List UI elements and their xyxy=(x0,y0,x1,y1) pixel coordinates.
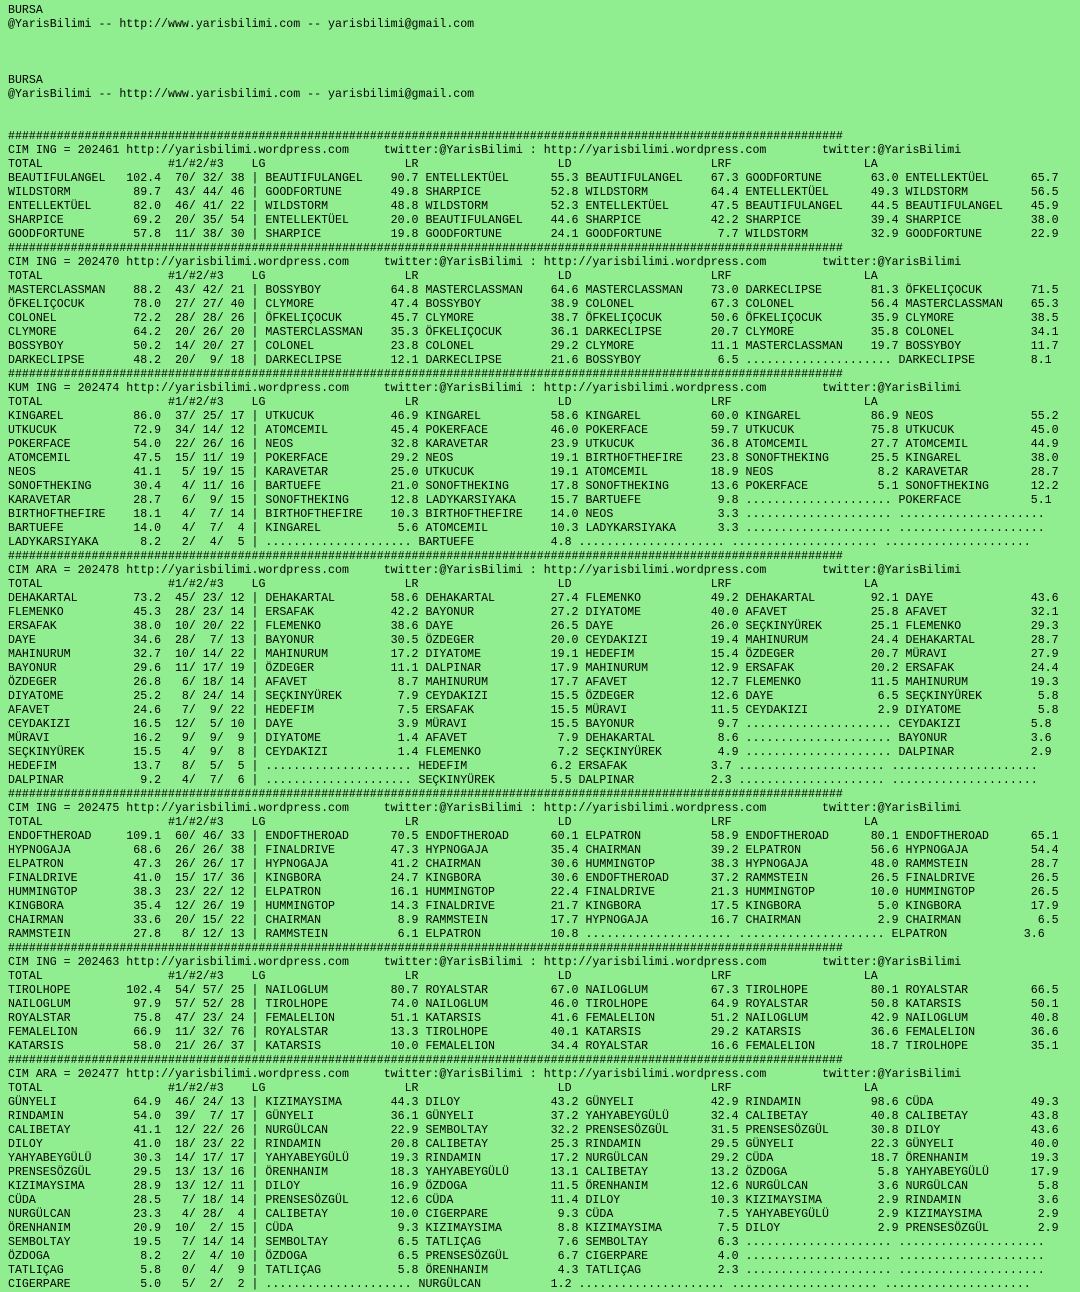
table-row: ÖZDOGA 8.2 2/ 4/ 10 | ÖZDOGA 6.5 PRENSESÖZGÜL 6.7 CIGERPARE 4.0 ..................... ..................... xyxy=(8,1250,1045,1263)
table-row: KINGAREL 86.0 37/ 25/ 17 | UTKUCUK 46.9 KINGAREL 58.6 KINGAREL 60.0 KINGAREL 86.9 NEOS 55.2 xyxy=(8,410,1059,423)
blank-line xyxy=(8,32,1080,46)
table-row: PRENSESÖZGÜL 29.5 13/ 13/ 16 | ÖRENHANIM 18.3 YAHYABEYGÜLÜ 13.1 CALIBETAY 13.2 ÖZDOGA 5.8 YAHYABEYGÜLÜ 17.9 xyxy=(8,1166,1059,1179)
table-row: BARTUEFE 14.0 4/ 7/ 4 | KINGAREL 5.6 ATOMCEMIL 10.3 LADYKARSIYAKA 3.3 ..................... ..................... xyxy=(8,522,1045,535)
table-row: CÜDA 28.5 7/ 18/ 14 | PRENSESÖZGÜL 12.6 CÜDA 11.4 DILOY 10.3 KIZIMAYSIMA 2.9 RINDAMIN 3.6 xyxy=(8,1194,1059,1207)
column-header: TOTAL #1/#2/#3 LG LR LD LRF LA xyxy=(8,396,878,409)
table-row: FEMALELION 66.9 11/ 32/ 76 | ROYALSTAR 13.3 TIROLHOPE 40.1 KATARSIS 29.2 KATARSIS 36.6 FEMALELION 36.6 xyxy=(8,1026,1059,1039)
table-row: ELPATRON 47.3 26/ 26/ 17 | HYPNOGAJA 41.2 CHAIRMAN 30.6 HUMMINGTOP 38.3 HYPNOGAJA 48.0 RAMMSTEIN 28.7 xyxy=(8,858,1059,871)
table-row: ROYALSTAR 75.8 47/ 23/ 24 | FEMALELION 51.1 KATARSIS 41.6 FEMALELION 51.2 NAILOGLUM 42.9 NAILOGLUM 40.8 xyxy=(8,1012,1059,1025)
section-separator: ######################################################################################################################## xyxy=(8,788,843,801)
table-row: CHAIRMAN 33.6 20/ 15/ 22 | CHAIRMAN 8.9 RAMMSTEIN 17.7 HYPNOGAJA 16.7 CHAIRMAN 2.9 CHAIRMAN 6.5 xyxy=(8,914,1059,927)
table-row: FLEMENKO 45.3 28/ 23/ 14 | ERSAFAK 42.2 BAYONUR 27.2 DIYATOME 40.0 AFAVET 25.8 AFAVET 32.1 xyxy=(8,606,1059,619)
race-header: CIM ING = 202475 http://yarisbilimi.wordpress.com twitter:@YarisBilimi : http://yarisbilimi.wordpress.com twitter:@YarisBilimi xyxy=(8,802,962,815)
table-row: ATOMCEMIL 47.5 15/ 11/ 19 | POKERFACE 29.2 NEOS 19.1 BIRTHOFTHEFIRE 23.8 SONOFTHEKING 25.5 KINGAREL 38.0 xyxy=(8,452,1059,465)
text-line: BURSA xyxy=(8,74,43,87)
table-row: ÖRENHANIM 20.9 10/ 2/ 15 | CÜDA 9.3 KIZIMAYSIMA 8.8 KIZIMAYSIMA 7.5 DILOY 2.9 PRENSESÖZGÜL 2.9 xyxy=(8,1222,1059,1235)
section-separator: ######################################################################################################################## xyxy=(8,1054,843,1067)
table-row: KATARSIS 58.0 21/ 26/ 37 | KATARSIS 10.0 FEMALELION 34.4 ROYALSTAR 16.6 FEMALELION 18.7 TIROLHOPE 35.1 xyxy=(8,1040,1059,1053)
table-row: GOODFORTUNE 57.8 11/ 38/ 30 | SHARPICE 19.8 GOODFORTUNE 24.1 GOODFORTUNE 7.7 WILDSTORM 32.9 GOODFORTUNE 22.9 xyxy=(8,228,1059,241)
table-row: MAHINURUM 32.7 10/ 14/ 22 | MAHINURUM 17.2 DIYATOME 19.1 HEDEFIM 15.4 ÖZDEGER 20.7 MÜRAVI 27.9 xyxy=(8,648,1059,661)
table-row: CALIBETAY 41.1 12/ 22/ 26 | NURGÜLCAN 22.9 SEMBOLTAY 32.2 PRENSESÖZGÜL 31.5 PRENSESÖZGÜL 30.8 DILOY 43.6 xyxy=(8,1124,1059,1137)
table-row: MASTERCLASSMAN 88.2 43/ 42/ 21 | BOSSYBOY 64.8 MASTERCLASSMAN 64.6 MASTERCLASSMAN 73.0 DARKECLIPSE 81.3 ÖFKELIÇOCUK 71.5 xyxy=(8,284,1059,297)
table-row: NEOS 41.1 5/ 19/ 15 | KARAVETAR 25.0 UTKUCUK 19.1 ATOMCEMIL 18.9 NEOS 8.2 KARAVETAR 28.7 xyxy=(8,466,1059,479)
table-row: BAYONUR 29.6 11/ 17/ 19 | ÖZDEGER 11.1 DALPINAR 17.9 MAHINURUM 12.9 ERSAFAK 20.2 ERSAFAK 24.4 xyxy=(8,662,1059,675)
table-row: RAMMSTEIN 27.8 8/ 12/ 13 | RAMMSTEIN 6.1 ELPATRON 10.8 ..................... ..................... ELPATRON 3.6 xyxy=(8,928,1045,941)
table-row: AFAVET 24.6 7/ 9/ 22 | HEDEFIM 7.5 ERSAFAK 15.5 MÜRAVI 11.5 CEYDAKIZI 2.9 DIYATOME 5.8 xyxy=(8,704,1059,717)
text-line: BURSA xyxy=(8,4,43,17)
table-row: DEHAKARTAL 73.2 45/ 23/ 12 | DEHAKARTAL 58.6 DEHAKARTAL 27.4 FLEMENKO 49.2 DEHAKARTAL 92.1 DAYE 43.6 xyxy=(8,592,1059,605)
column-header: TOTAL #1/#2/#3 LG LR LD LRF LA xyxy=(8,970,878,983)
table-row: KINGBORA 35.4 12/ 26/ 19 | HUMMINGTOP 14.3 FINALDRIVE 21.7 KINGBORA 17.5 KINGBORA 5.0 KINGBORA 17.9 xyxy=(8,900,1059,913)
column-header: TOTAL #1/#2/#3 LG LR LD LRF LA xyxy=(8,1082,878,1095)
table-row: MÜRAVI 16.2 9/ 9/ 9 | DIYATOME 1.4 AFAVET 7.9 DEHAKARTAL 8.6 ..................... BAYONUR 3.6 xyxy=(8,732,1052,745)
table-row: ERSAFAK 38.0 10/ 20/ 22 | FLEMENKO 38.6 DAYE 26.5 DAYE 26.0 SEÇKINYÜREK 25.1 FLEMENKO 29.3 xyxy=(8,620,1059,633)
table-row: BIRTHOFTHEFIRE 18.1 4/ 7/ 14 | BIRTHOFTHEFIRE 10.3 BIRTHOFTHEFIRE 14.0 NEOS 3.3 ..................... ..................... xyxy=(8,508,1045,521)
table-row: DALPINAR 9.2 4/ 7/ 6 | ..................... SEÇKINYÜREK 5.5 DALPINAR 2.3 ..................... ..................... xyxy=(8,774,1038,787)
column-header: TOTAL #1/#2/#3 LG LR LD LRF LA xyxy=(8,816,878,829)
table-row: TIROLHOPE 102.4 54/ 57/ 25 | NAILOGLUM 80.7 ROYALSTAR 67.0 NAILOGLUM 67.3 TIROLHOPE 80.1 ROYALSTAR 66.5 xyxy=(8,984,1059,997)
table-row: NURGÜLCAN 23.3 4/ 28/ 4 | CALIBETAY 10.0 CIGERPARE 9.3 CÜDA 7.5 YAHYABEYGÜLÜ 2.9 KIZIMAYSIMA 2.9 xyxy=(8,1208,1059,1221)
section-separator: ######################################################################################################################## xyxy=(8,368,843,381)
race-header: CIM ING = 202470 http://yarisbilimi.wordpress.com twitter:@YarisBilimi : http://yarisbilimi.wordpress.com twitter:@YarisBilimi xyxy=(8,256,962,269)
blank-line xyxy=(8,116,1080,130)
text-line: @YarisBilimi -- http://www.yarisbilimi.com -- yarisbilimi@gmail.com xyxy=(8,88,475,101)
table-row: SEÇKINYÜREK 15.5 4/ 9/ 8 | CEYDAKIZI 1.4 FLEMENKO 7.2 SEÇKINYÜREK 4.9 ..................... DALPINAR 2.9 xyxy=(8,746,1052,759)
table-row: ÖZDEGER 26.8 6/ 18/ 14 | AFAVET 8.7 MAHINURUM 17.7 AFAVET 12.7 FLEMENKO 11.5 MAHINURUM 19.3 xyxy=(8,676,1059,689)
table-row: SONOFTHEKING 30.4 4/ 11/ 16 | BARTUEFE 21.0 SONOFTHEKING 17.8 SONOFTHEKING 13.6 POKERFACE 5.1 SONOFTHEKING 12.2 xyxy=(8,480,1059,493)
table-row: TATLIÇAG 5.8 0/ 4/ 9 | TATLIÇAG 5.8 ÖRENHANIM 4.3 TATLIÇAG 2.3 ..................... ..................... xyxy=(8,1264,1045,1277)
table-row: SHARPICE 69.2 20/ 35/ 54 | ENTELLEKTÜEL 20.0 BEAUTIFULANGEL 44.6 SHARPICE 42.2 SHARPICE 39.4 SHARPICE 38.0 xyxy=(8,214,1059,227)
table-row: BEAUTIFULANGEL 102.4 70/ 32/ 38 | BEAUTIFULANGEL 90.7 ENTELLEKTÜEL 55.3 BEAUTIFULANGEL 67.3 GOODFORTUNE 63.0 ENTELLEKTÜEL 65.7 xyxy=(8,172,1059,185)
table-row: CLYMORE 64.2 20/ 26/ 20 | MASTERCLASSMAN 35.3 ÖFKELIÇOCUK 36.1 DARKECLIPSE 20.7 CLYMORE 35.8 COLONEL 34.1 xyxy=(8,326,1059,339)
table-row: COLONEL 72.2 28/ 28/ 26 | ÖFKELIÇOCUK 45.7 CLYMORE 38.7 ÖFKELIÇOCUK 50.6 ÖFKELIÇOCUK 35.9 CLYMORE 38.5 xyxy=(8,312,1059,325)
table-row: HEDEFIM 13.7 8/ 5/ 5 | ..................... HEDEFIM 6.2 ERSAFAK 3.7 ..................... ..................... xyxy=(8,760,1038,773)
table-row: ÖFKELIÇOCUK 78.0 27/ 27/ 40 | CLYMORE 47.4 BOSSYBOY 38.9 COLONEL 67.3 COLONEL 56.4 MASTERCLASSMAN 65.3 xyxy=(8,298,1059,311)
race-header: CIM ARA = 202478 http://yarisbilimi.wordpress.com twitter:@YarisBilimi : http://yarisbilimi.wordpress.com twitter:@YarisBilimi xyxy=(8,564,962,577)
table-row: CIGERPARE 5.0 5/ 2/ 2 | ..................... NURGÜLCAN 1.2 ..................... ..................... ..................... xyxy=(8,1278,1031,1291)
table-row: ENDOFTHEROAD 109.1 60/ 46/ 33 | ENDOFTHEROAD 70.5 ENDOFTHEROAD 60.1 ELPATRON 58.9 ENDOFTHEROAD 80.1 ENDOFTHEROAD 65.1 xyxy=(8,830,1059,843)
table-row: CEYDAKIZI 16.5 12/ 5/ 10 | DAYE 3.9 MÜRAVI 15.5 BAYONUR 9.7 ..................... CEYDAKIZI 5.8 xyxy=(8,718,1052,731)
section-separator: ######################################################################################################################## xyxy=(8,242,843,255)
column-header: TOTAL #1/#2/#3 LG LR LD LRF LA xyxy=(8,270,878,283)
table-row: LADYKARSIYAKA 8.2 2/ 4/ 5 | ..................... BARTUEFE 4.8 ..................... ..................... ..................... xyxy=(8,536,1031,549)
table-row: BOSSYBOY 50.2 14/ 20/ 27 | COLONEL 23.8 COLONEL 29.2 CLYMORE 11.1 MASTERCLASSMAN 19.7 BOSSYBOY 11.7 xyxy=(8,340,1059,353)
table-row: FINALDRIVE 41.0 15/ 17/ 36 | KINGBORA 24.7 KINGBORA 30.6 ENDOFTHEROAD 37.2 RAMMSTEIN 26.5 FINALDRIVE 26.5 xyxy=(8,872,1059,885)
section-separator: ######################################################################################################################## xyxy=(8,550,843,563)
table-row: DAYE 34.6 28/ 7/ 13 | BAYONUR 30.5 ÖZDEGER 20.0 CEYDAKIZI 19.4 MAHINURUM 24.4 DEHAKARTAL 28.7 xyxy=(8,634,1059,647)
race-header: CIM ING = 202461 http://yarisbilimi.wordpress.com twitter:@YarisBilimi : http://yarisbilimi.wordpress.com twitter:@YarisBilimi xyxy=(8,144,962,157)
table-row: DILOY 41.0 18/ 23/ 22 | RINDAMIN 20.8 CALIBETAY 25.3 RINDAMIN 29.5 GÜNYELI 22.3 GÜNYELI 40.0 xyxy=(8,1138,1059,1151)
blank-line xyxy=(8,46,1080,60)
table-row: DARKECLIPSE 48.2 20/ 9/ 18 | DARKECLIPSE 12.1 DARKECLIPSE 21.6 BOSSYBOY 6.5 ..................... DARKECLIPSE 8.1 xyxy=(8,354,1052,367)
column-header: TOTAL #1/#2/#3 LG LR LD LRF LA xyxy=(8,578,878,591)
race-header: CIM ING = 202463 http://yarisbilimi.wordpress.com twitter:@YarisBilimi : http://yarisbilimi.wordpress.com twitter:@YarisBilimi xyxy=(8,956,962,969)
table-row: YAHYABEYGÜLÜ 30.3 14/ 17/ 17 | YAHYABEYGÜLÜ 19.3 RINDAMIN 17.2 NURGÜLCAN 29.2 CÜDA 18.7 ÖRENHANIM 19.3 xyxy=(8,1152,1059,1165)
table-row: HYPNOGAJA 68.6 26/ 26/ 38 | FINALDRIVE 47.3 HYPNOGAJA 35.4 CHAIRMAN 39.2 ELPATRON 56.6 HYPNOGAJA 54.4 xyxy=(8,844,1059,857)
table-row: UTKUCUK 72.9 34/ 14/ 12 | ATOMCEMIL 45.4 POKERFACE 46.0 POKERFACE 59.7 UTKUCUK 75.8 UTKUCUK 45.0 xyxy=(8,424,1059,437)
blank-line xyxy=(8,60,1080,74)
race-header: CIM ARA = 202477 http://yarisbilimi.wordpress.com twitter:@YarisBilimi : http://yarisbilimi.wordpress.com twitter:@YarisBilimi xyxy=(8,1068,962,1081)
table-row: HUMMINGTOP 38.3 23/ 22/ 12 | ELPATRON 16.1 HUMMINGTOP 22.4 FINALDRIVE 21.3 HUMMINGTOP 10.0 HUMMINGTOP 26.5 xyxy=(8,886,1059,899)
text-line: @YarisBilimi -- http://www.yarisbilimi.com -- yarisbilimi@gmail.com xyxy=(8,18,475,31)
table-row: SEMBOLTAY 19.5 7/ 14/ 14 | SEMBOLTAY 6.5 TATLIÇAG 7.6 SEMBOLTAY 6.3 ..................... ..................... xyxy=(8,1236,1045,1249)
table-row: KARAVETAR 28.7 6/ 9/ 15 | SONOFTHEKING 12.8 LADYKARSIYAKA 15.7 BARTUEFE 9.8 ..................... POKERFACE 5.1 xyxy=(8,494,1052,507)
column-header: TOTAL #1/#2/#3 LG LR LD LRF LA xyxy=(8,158,878,171)
table-row: WILDSTORM 89.7 43/ 44/ 46 | GOODFORTUNE 49.8 SHARPICE 52.8 WILDSTORM 64.4 ENTELLEKTÜEL 49.3 WILDSTORM 56.5 xyxy=(8,186,1059,199)
race-header: KUM ING = 202474 http://yarisbilimi.wordpress.com twitter:@YarisBilimi : http://yarisbilimi.wordpress.com twitter:@YarisBilimi xyxy=(8,382,962,395)
table-row: DIYATOME 25.2 8/ 24/ 14 | SEÇKINYÜREK 7.9 CEYDAKIZI 15.5 ÖZDEGER 12.6 DAYE 6.5 SEÇKINYÜREK 5.8 xyxy=(8,690,1059,703)
table-row: GÜNYELI 64.9 46/ 24/ 13 | KIZIMAYSIMA 44.3 DILOY 43.2 GÜNYELI 42.9 RINDAMIN 98.6 CÜDA 49.3 xyxy=(8,1096,1059,1109)
table-row: KIZIMAYSIMA 28.9 13/ 12/ 11 | DILOY 16.9 ÖZDOGA 11.5 ÖRENHANIM 12.6 NURGÜLCAN 3.6 NURGÜLCAN 5.8 xyxy=(8,1180,1059,1193)
blank-line xyxy=(8,102,1080,116)
table-row: RINDAMIN 54.0 39/ 7/ 17 | GÜNYELI 36.1 GÜNYELI 37.2 YAHYABEYGÜLÜ 32.4 CALIBETAY 40.8 CALIBETAY 43.8 xyxy=(8,1110,1059,1123)
table-row: POKERFACE 54.0 22/ 26/ 16 | NEOS 32.8 KARAVETAR 23.9 UTKUCUK 36.8 ATOMCEMIL 27.7 ATOMCEMIL 44.9 xyxy=(8,438,1059,451)
table-row: NAILOGLUM 97.9 57/ 52/ 28 | TIROLHOPE 74.0 NAILOGLUM 46.0 TIROLHOPE 64.9 ROYALSTAR 50.8 KATARSIS 50.1 xyxy=(8,998,1059,1011)
table-row: ENTELLEKTÜEL 82.0 46/ 41/ 22 | WILDSTORM 48.8 WILDSTORM 52.3 ENTELLEKTÜEL 47.5 BEAUTIFULANGEL 44.5 BEAUTIFULANGEL 45.9 xyxy=(8,200,1059,213)
section-separator: ######################################################################################################################## xyxy=(8,130,843,143)
section-separator: ######################################################################################################################## xyxy=(8,942,843,955)
